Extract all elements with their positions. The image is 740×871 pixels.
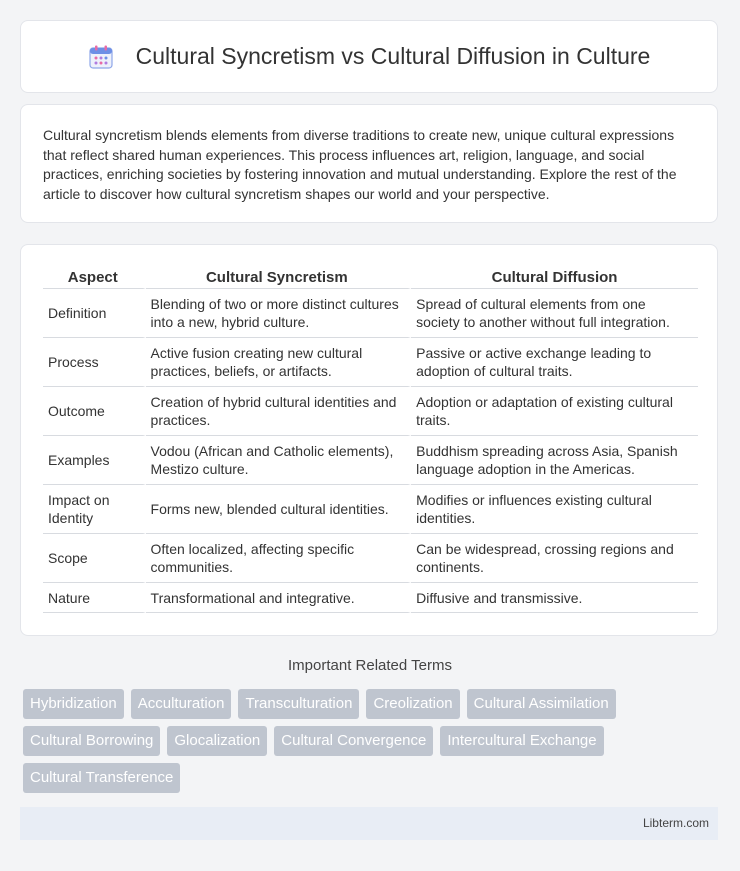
- footer-site-link[interactable]: Libterm.com: [642, 816, 709, 830]
- cell-syncretism: Blending of two or more distinct cultures into a new, hybrid culture.: [146, 289, 412, 338]
- cell-aspect: Impact on Identity: [43, 485, 146, 534]
- cell-diffusion: Buddhism spreading across Asia, Spanish language adoption in the Americas.: [411, 436, 698, 485]
- intro-card: [20, 104, 718, 223]
- tag-glocalization[interactable]: Glocalization: [167, 726, 267, 756]
- cell-diffusion: Diffusive and transmissive.: [411, 583, 698, 613]
- tag-cultural-borrowing[interactable]: Cultural Borrowing: [23, 726, 160, 756]
- calendar-icon: [88, 44, 114, 70]
- table-row: [43, 289, 698, 338]
- cell-syncretism: Vodou (African and Catholic elements), Mestizo culture.: [146, 436, 412, 485]
- related-terms-title: Important Related Terms: [288, 657, 452, 674]
- tag-intercultural-exchange[interactable]: Intercultural Exchange: [440, 726, 603, 756]
- cell-aspect: Scope: [43, 534, 146, 583]
- intro-text: Cultural syncretism blends elements from diverse traditions to create new, unique cultural expressions that reflect shared human experiences. This process influences art, religion, language, and social practices, enriching societies by fostering innovation and mutual understanding. Explore the rest of the article to discover how cultural syncretism shapes our world and your perspective.: [43, 127, 677, 202]
- cell-aspect: Process: [43, 338, 146, 387]
- cell-aspect: Examples: [43, 436, 146, 485]
- header-diffusion: Cultural Diffusion: [411, 265, 698, 289]
- header-aspect: Aspect: [43, 265, 146, 289]
- cell-diffusion: Modifies or influences existing cultural identities.: [411, 485, 698, 534]
- table-row: [43, 534, 698, 583]
- comparison-table: [43, 265, 698, 613]
- table-row: [43, 485, 698, 534]
- tag-cultural-transference[interactable]: Cultural Transference: [23, 763, 180, 793]
- cell-aspect: Nature: [43, 583, 146, 613]
- footer: [20, 807, 718, 840]
- cell-diffusion: Spread of cultural elements from one society to another without full integration.: [411, 289, 698, 338]
- table-row: [43, 338, 698, 387]
- tag-cultural-convergence[interactable]: Cultural Convergence: [274, 726, 433, 756]
- cell-syncretism: Creation of hybrid cultural identities and practices.: [146, 387, 412, 436]
- tag-creolization[interactable]: Creolization: [366, 689, 459, 719]
- tag-acculturation[interactable]: Acculturation: [131, 689, 232, 719]
- comparison-table-card: [20, 244, 718, 636]
- tag-transculturation[interactable]: Transculturation: [238, 689, 359, 719]
- table-row: [43, 436, 698, 485]
- cell-syncretism: Active fusion creating new cultural practices, beliefs, or artifacts.: [146, 338, 412, 387]
- cell-syncretism: Forms new, blended cultural identities.: [146, 485, 412, 534]
- tag-hybridization[interactable]: Hybridization: [23, 689, 124, 719]
- cell-diffusion: Can be widespread, crossing regions and continents.: [411, 534, 698, 583]
- cell-aspect: Definition: [43, 289, 146, 338]
- cell-diffusion: Passive or active exchange leading to adoption of cultural traits.: [411, 338, 698, 387]
- tag-cultural-assimilation[interactable]: Cultural Assimilation: [467, 689, 616, 719]
- cell-aspect: Outcome: [43, 387, 146, 436]
- table-row: [43, 583, 698, 613]
- title-card: [20, 20, 718, 93]
- header-syncretism: Cultural Syncretism: [146, 265, 412, 289]
- cell-syncretism: Often localized, affecting specific communities.: [146, 534, 412, 583]
- cell-syncretism: Transformational and integrative.: [146, 583, 412, 613]
- page-title: Cultural Syncretism vs Cultural Diffusion in Culture: [135, 43, 651, 69]
- cell-diffusion: Adoption or adaptation of existing cultural traits.: [411, 387, 698, 436]
- related-terms-tags: [23, 689, 723, 793]
- table-row: [43, 387, 698, 436]
